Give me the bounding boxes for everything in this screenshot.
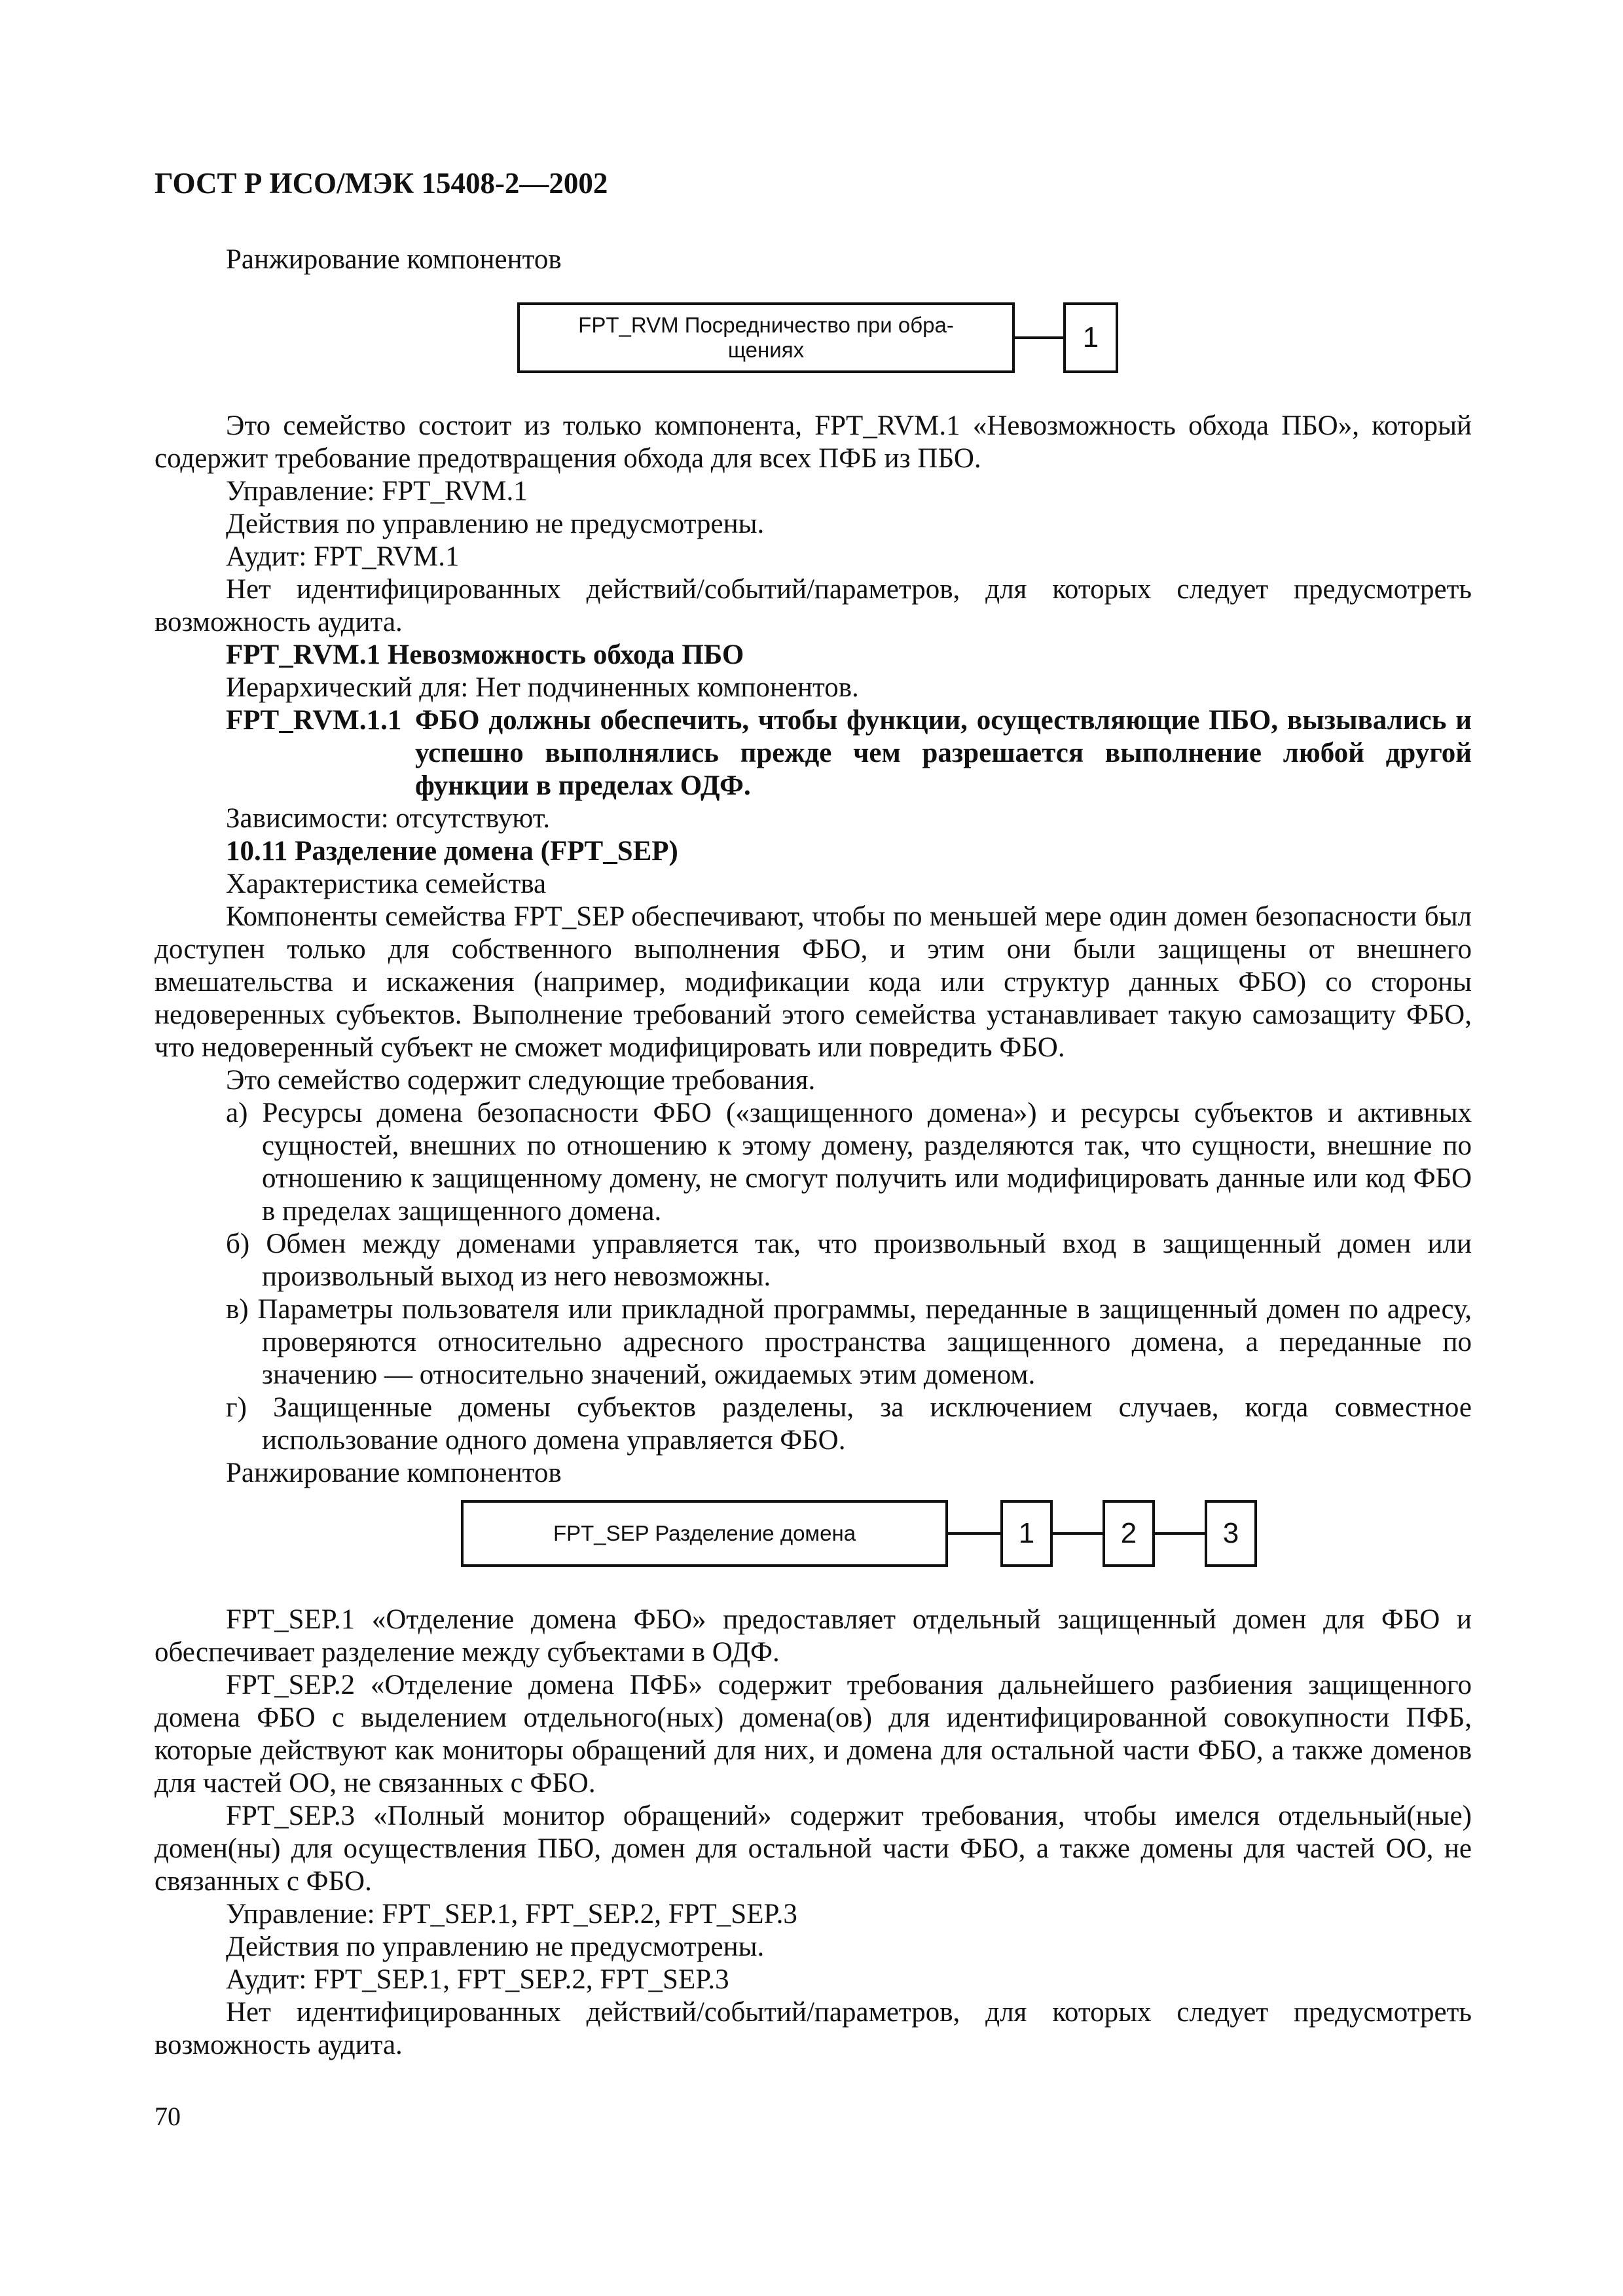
sep-characteristic-heading: Характеристика семейства <box>226 869 547 899</box>
connector-line <box>1053 1532 1103 1535</box>
rvm-family-box <box>517 302 1015 373</box>
sep-management-label: Управление: FPT_SEP.1, FPT_SEP.2, FPT_SEP.3 <box>226 1899 797 1929</box>
sep-level-2-label: 2 <box>1120 1517 1137 1549</box>
sep-requirement-v: в) Параметры пользователя или прикладной программы, переданные в защищенный домен по адресу, проверяются относительно адресного пространства защищенного домена, а переданные по значению — относительно значений, ожидаемых этим доменом. <box>226 1294 1472 1390</box>
sep2-description: FPT_SEP.2 «Отделение домена ПФБ» содержит требования дальнейшего разбиения защищенного домена ФБО с выделением отдельного(ных) домена(ов) для идентифицированной совокупности ПФБ, которые действуют как мониторы обращений для них, и домена для остальной части ФБО, а также доменов для частей ОО, не связанных с ФБО. <box>155 1670 1472 1799</box>
sep1-description: FPT_SEP.1 «Отделение домена ФБО» предоставляет отдельный защищенный домен для ФБО и обеспечивает разделение между субъектами в ОДФ. <box>155 1604 1472 1668</box>
sep-requirement-b: б) Обмен между доменами управляется так, что произвольный вход в защищенный домен или произвольный выход из него невозможны. <box>226 1229 1472 1292</box>
rvm-dependencies: Зависимости: отсутствуют. <box>226 803 551 834</box>
ranking-heading: Ранжирование компонентов <box>226 244 562 275</box>
document-header: ГОСТ Р ИСО/МЭК 15408-2—2002 <box>155 167 608 200</box>
rvm-hierarchical: Иерархический для: Нет подчиненных компонентов. <box>226 672 859 703</box>
rvm-level-1-label: 1 <box>1082 321 1099 353</box>
connector-line <box>1155 1532 1205 1535</box>
rvm-management-label: Управление: FPT_RVM.1 <box>226 476 528 507</box>
sep-ranking-heading: Ранжирование компонентов <box>226 1458 562 1488</box>
sep-family-label: FPT_SEP Разделение домена <box>553 1521 856 1545</box>
rvm-audit-text: Нет идентифицированных действий/событий/параметров, для которых следует предусмотреть возможность аудита. <box>155 574 1472 637</box>
rvm-level-1-box <box>1063 302 1118 373</box>
rvm-element-id: FPT_RVM.1.1 <box>226 705 402 736</box>
sep3-description: FPT_SEP.3 «Полный монитор обращений» содержит требования, чтобы имелся отдельный(ные) домен(ны) для осуществления ПБО, домен для остальной части ФБО, а также домены для частей ОО, не связанных с ФБО. <box>155 1801 1472 1897</box>
connector-line <box>1015 336 1063 339</box>
sep-description: Компоненты семейства FPT_SEP обеспечивают, чтобы по меньшей мере один домен безопасности был доступен только для собственного выполнения ФБО, и этим они были защищены от внешнего вмешательства и искажения (например, модификации кода или структур данных ФБО) со стороны недоверенных субъектов. Выполнение требований этого семейства устанавливает такую самозащиту ФБО, что недоверенный субъект не сможет модифицировать или повредить ФБО. <box>155 901 1472 1063</box>
page-number: 70 <box>155 2102 181 2131</box>
sep-family-box <box>461 1500 948 1567</box>
sep-requirements-intro: Это семейство содержит следующие требования. <box>226 1065 816 1096</box>
connector-line <box>948 1532 1000 1535</box>
sep-management-text: Действия по управлению не предусмотрены. <box>226 1931 765 1962</box>
rvm-family-label-line1: FPT_RVM Посредничество при обра- <box>578 313 954 337</box>
sep-requirement-a: а) Ресурсы домена безопасности ФБО («защищенного домена») и ресурсы субъектов и активных сущностей, внешних по отношению к этому домену, разделяются так, что сущности, внешние по отношению к защищенному домену, не смогут получить или модифицировать данные или код ФБО в пределах защищенного домена. <box>226 1098 1472 1227</box>
sep-level-2-box <box>1103 1500 1155 1567</box>
rvm-audit-label: Аудит: FPT_RVM.1 <box>226 541 460 572</box>
sep-level-3-label: 3 <box>1222 1517 1239 1549</box>
sep-level-3-box <box>1205 1500 1257 1567</box>
sep-level-1-box <box>1000 1500 1053 1567</box>
rvm-management-text: Действия по управлению не предусмотрены. <box>226 509 765 539</box>
rvm-intro: Это семейство состоит из только компонента, FPT_RVM.1 «Невозможность обхода ПБО», который содержит требование предотвращения обхода для всех ПФБ из ПБО. <box>155 410 1472 474</box>
sep-section-title: 10.11 Разделение домена (FPT_SEP) <box>226 836 678 867</box>
sep-audit-label: Аудит: FPT_SEP.1, FPT_SEP.2, FPT_SEP.3 <box>226 1964 729 1995</box>
rvm-component-title: FPT_RVM.1 Невозможность обхода ПБО <box>226 639 744 670</box>
sep-requirement-g: г) Защищенные домены субъектов разделены, за исключением случаев, когда совместное использование одного домена управляется ФБО. <box>226 1392 1472 1456</box>
rvm-element-text: ФБО должны обеспечить, чтобы функции, осуществляющие ПБО, вызывались и успешно выполнялись прежде чем разрешается выполнение любой другой функции в пределах ОДФ. <box>415 705 1472 801</box>
rvm-family-label-line2: щениях <box>727 338 805 362</box>
sep-audit-text: Нет идентифицированных действий/событий/параметров, для которых следует предусмотреть возможность аудита. <box>155 1997 1472 2060</box>
sep-level-1-label: 1 <box>1018 1517 1035 1549</box>
